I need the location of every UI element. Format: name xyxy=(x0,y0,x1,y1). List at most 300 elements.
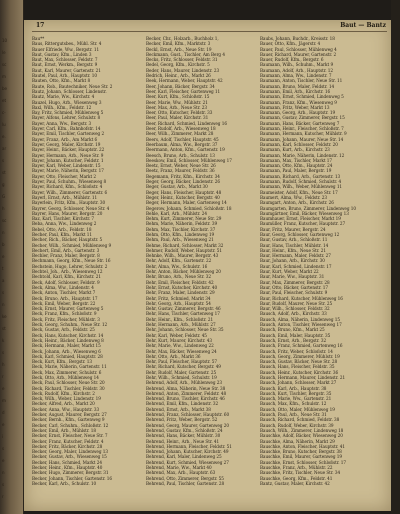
left-edge-mark: r xyxy=(2,374,4,379)
directory-entry: Becker, Anna, Ww., Hauptstr. 33 xyxy=(32,406,100,412)
directory-entry: Behrend, Max, Arb., Hauptstr. 63 xyxy=(146,470,216,476)
directory-entry: Baumann, Marie, Näherin, Lindenstr. 12 xyxy=(260,152,345,158)
directory-entry: Baumann, Richard, Arb., Gartenstr. 13 xyxy=(260,173,341,179)
directory-entry: Baur, Hans, Tischler, Mühlstr. 14 xyxy=(260,242,329,248)
directory-entry: Becker, Johann, Tischler, Gartenstr. 16 xyxy=(32,475,113,481)
directory-entry: Behr, Paul, Fleischer, Hauptstr. 57 xyxy=(146,359,218,365)
directory-entry: Behm, Paul, Arb., Wiesenweg 21 xyxy=(146,237,214,243)
header-rule xyxy=(32,31,387,32)
directory-entry: Beck, Bruno, Arb., Hauptstr. 17 xyxy=(32,295,98,301)
directory-entry: Bausch, Hermann, Maurer, Lindenstr. 21 xyxy=(260,375,346,380)
directory-entry: Bayerl, Ernst, Arb., Mühlstr. 11 xyxy=(32,194,98,200)
directory-entry: Beck, Gustav, Arb., Feldstr. 25 xyxy=(32,327,95,333)
directory-entry: Bausch, Bruno, Kfm., Markt 25 xyxy=(260,327,325,333)
directory-entry: Behr, Richard, Kutscher, Bergstr. 49 xyxy=(146,364,221,370)
directory-entry: Baumgarten, Bruno, Zimmerer, Lindenweg 10 xyxy=(260,205,356,211)
directory-entry: Becker, Fritz, Bäcker, Kirchstr. 28 xyxy=(32,443,103,449)
directory-entry: Baur, Hermann, Maler, Feldstr. 27 xyxy=(260,253,331,259)
directory-entry: Behr, Emil, Fleischer, Feldstr. 42 xyxy=(146,279,214,285)
directory-entry: Bayer, Heinr., Bäcker, Hauptstr. 22 xyxy=(32,147,105,153)
left-edge-mark: e xyxy=(2,422,5,427)
directory-entry: Behrend, Paul, Tischler, Gartenstr. 28 xyxy=(146,480,225,486)
directory-entry: Bauschke, Alma, Näherin, Markt 29 xyxy=(260,438,335,444)
left-edge-mark: s xyxy=(2,446,5,451)
directory-entry: Baumann, Kurt, Arb., Kirchstr. 23 xyxy=(260,147,330,153)
directory-entry: Beck, Emil, Weber, Bergstr. 22 xyxy=(32,300,96,306)
directory-entry: Bautz, Johann, Schlosser, Lindenstr. xyxy=(32,88,107,94)
directory-entry: Baut, Gustav, Kfm., Linden 3 xyxy=(32,51,92,57)
left-edge-mark: s xyxy=(2,350,5,355)
directory-entry: Bauschke, Anton, Fleischer, Hauptstr. 41 xyxy=(260,443,345,449)
directory-entry: Behme, Richard, Schlosser, Markt 32 xyxy=(146,242,224,248)
directory-entry: Baumeister, Adolf, Kfm., Neue Str. 17 xyxy=(260,189,338,195)
directory-entry: Bauer, Otto, Kfm., Jägerstr. 4 xyxy=(260,41,321,47)
directory-entry: Behr, Adolf, Kfm., Gartenstr. 22 xyxy=(146,258,212,264)
directory-entry: Bedel, Georg, Kfm., Kirchstr. 5 xyxy=(146,62,210,68)
left-edge-mark: b xyxy=(2,242,5,247)
left-edge-mark: st xyxy=(2,326,6,331)
directory-entry: Behm, Marie, Näherin, Feldstr. 39 xyxy=(146,221,218,227)
directory-entry: Becker, Hugo, Zimmerer, Bergstr. 31 xyxy=(32,470,109,476)
left-edge-mark: ar xyxy=(2,146,7,151)
running-header: Baut — Bantz xyxy=(340,22,386,29)
directory-entry: Beck, Johann, Arb., Wiesenweg 6 xyxy=(32,348,101,354)
directory-entry: Bausch, Richard, Schmied, Feldstr. 38 xyxy=(260,417,340,423)
directory-entry: Baumann, Wilh., Weber, Mühlenweg 11 xyxy=(260,184,343,190)
left-page-edge xyxy=(0,0,24,514)
directory-entry: Baur, Rudolf, Maurer, Neue Str. 25 xyxy=(260,300,333,306)
directory-entry: Becker, Emil, Kfm., Marktstr. 3 xyxy=(146,41,211,47)
left-edge-mark: be xyxy=(2,86,7,91)
directory-entry: Behrend, Johann, Kutscher, Kirchstr. 49 xyxy=(146,449,229,455)
directory-entry: Behrend, Adolf, Arb., Mühlenweg 23 xyxy=(146,380,222,386)
directory-entry: Behrend, Gustav, Kfm., Schloßstr. 24 xyxy=(146,427,223,433)
directory-entry: Beck, Adolf, Schlosser, Feldstr. 9 xyxy=(32,279,100,285)
left-edge-mark: G xyxy=(2,194,6,199)
directory-entry: Beck, Max, Zimmerer, Schulstr. 6 xyxy=(32,369,102,375)
directory-entry: Bauschke, Franz, Arb., Mühlstr. 22 xyxy=(260,465,333,471)
directory-entry: Baur, Johann, Arb., Kirchstr. 30 xyxy=(260,258,325,264)
directory-entry: Behr, Heinr., Kfm., Schloßstr. 21 xyxy=(146,316,214,322)
directory-entry: Behrend, Anton, Zimmerer, Feldstr. 48 xyxy=(146,390,227,396)
directory-entry: Bayer, Hermann, Arb., Neue Str. 9 xyxy=(32,152,104,158)
directory-entry: Beck, Rudolf, Kfm., Kirchstr. 2 xyxy=(32,390,95,396)
directory-entry: Baur, Georg, Schlosser, Gartenweg 12 xyxy=(260,231,340,237)
directory-entry: Beer, Richard, Schmied, Lindenweg 16 xyxy=(146,120,227,126)
directory-entry: Bayrer, Georg, Schlosser, Neue Str. 4 xyxy=(32,205,110,211)
directory-entry: Bayer, Georg, Maler, Kirchstr. 19 xyxy=(32,141,101,147)
directory-entry: Baumann, Paul, Maler, Bergstr. 19 xyxy=(260,168,332,174)
directory-entry: Beetz, Franz, Maurer, Feldstr. 36 xyxy=(146,168,215,174)
directory-entry: Baumüller, Franz, Kutscher, Hauptstr. 27 xyxy=(260,221,346,227)
left-edge-mark: c- xyxy=(2,110,6,115)
directory-entry: Beck, Franz, Kfm., Schloßstr. 9 xyxy=(32,311,97,317)
directory-entry: Bausch, Fritz, Weber, Schloßstr. 14 xyxy=(260,348,333,354)
directory-entry: Bayer, Johann, Kutscher, Feldstr. 1 xyxy=(32,157,104,163)
left-edge-mark: d xyxy=(2,410,5,415)
directory-entry: Becker, August, Maurer, Bergstr. 27 xyxy=(32,412,107,418)
directory-entry: Beers, Adolf, Tischler, Hauptstr. 45 xyxy=(146,136,219,142)
left-edge-mark: g xyxy=(2,182,5,187)
directory-entry: Becker, Gustav, Arb., Wiesenweg 15 xyxy=(32,454,107,460)
directory-entry: Baur, Otto, Bäcker, Gartenstr. 17 xyxy=(260,284,329,290)
directory-entry: Baumann, Heinr., Fleischer, Schloßstr. 7 xyxy=(260,126,344,132)
directory-entry: Bausch, Heinr., Kutscher, Kirchstr. 36 xyxy=(260,369,339,375)
directory-entry: Behr, Marie, Ww., Lindenweg 22 xyxy=(146,343,214,349)
directory-entry: Baumann, Otto, Kfm., Hauptstr. 24 xyxy=(260,163,333,169)
directory-entry: Bechler, Franz, Maler, Bergstr. 8 xyxy=(32,253,100,259)
directory-entry: Bauer, Paul, Schlosser, Mühlenweg 4 xyxy=(260,46,337,52)
directory-entry: Becker, Franz, Kutscher, Feldstr. 4 xyxy=(32,438,104,444)
directory-entry: Bausch, Otto, Maler, Mühlenweg 19 xyxy=(260,406,335,412)
left-edge-mark: s xyxy=(2,158,5,163)
directory-entry: Behrend, Franz, Schlosser, Hauptstr. 60 xyxy=(146,412,230,418)
directory-entry: Baur, Karl, Schmied, Lindenstr. 17 xyxy=(260,263,332,269)
directory-entry: Baumann, Georg, Arb., Hauptstr. 19 xyxy=(260,110,336,116)
directory-entry: Baumann, Fritz, Weber, Markt 13 xyxy=(260,104,330,110)
directory-entry: Bausch, Hans, Fleischer, Feldstr. 35 xyxy=(260,364,335,370)
directory-entry: Baumann, Bruno, Maler, Feldstr. 14 xyxy=(260,83,335,89)
directory-entry: Baur, Max, Zimmerer, Bergstr. 28 xyxy=(260,279,330,285)
directory-entry: Bausch, Alma, Näherin, Lindenweg 15 xyxy=(260,316,340,322)
left-edge-mark: sc xyxy=(2,218,7,223)
directory-entry: Beer, Max, Arb., Neue Str. 23 xyxy=(146,104,208,110)
directory-entry: Baur, Kurt, Weber, Markt 22 xyxy=(260,269,319,275)
directory-entry: Behrend, Ernst, Arb., Markt 38 xyxy=(146,406,211,412)
directory-entry: Beckl, Ernst, Arb., Neue Str. 19 xyxy=(146,46,212,52)
directory-entry: Behr, Fritz, Schmied, Markt 34 xyxy=(146,295,211,301)
left-edge-mark: e xyxy=(2,254,5,259)
directory-entry: Becker, Georg, Maler, Lindenweg 13 xyxy=(32,449,108,455)
directory-entry: Becker, Bernh., Kfm., Gartenweg 9 xyxy=(32,417,105,423)
directory-entry: Behrend, Kurt, Schmied, Wiesenweg 27 xyxy=(146,459,229,465)
right-margin xyxy=(391,0,400,514)
directory-entry: Behm, Otto, Kfm., Lindenweg 19 xyxy=(146,231,215,237)
directory-entry: Behr, Kurt, Maurer, Kirchstr. 43 xyxy=(146,337,212,343)
directory-entry: Baumann, Emil, Arb., Kirchstr. 16 xyxy=(260,88,331,94)
directory-entry: Beer, Karl, Fleischer, Gartenweg 11 xyxy=(146,88,221,94)
directory-entry: Bedrich, Heinr., Arb., Markt 26 xyxy=(146,73,211,79)
column-1 xyxy=(32,36,140,486)
directory-entry: Beer, Kurt, Kfm., Schloßstr. 15 xyxy=(146,94,210,100)
directory-entry: Bayer, Wilh., Zimmerer, Gartenstr. 6 xyxy=(32,189,108,195)
directory-entry: Baur, Richard, Kutscher, Mühlenweg 16 xyxy=(260,295,343,301)
directory-entry: Baumann, Rudolf, Schmied, Schulstr. 4 xyxy=(260,179,342,185)
directory-entry: Baut, Max, Schlosser, Feldstr. 7 xyxy=(32,57,98,63)
directory-entry: Bayer, Carl, Kfm., Bahnhofstr. 14 xyxy=(32,126,101,132)
directory-entry: Behrend, Otto, Zimmerer, Bergstr. 55 xyxy=(146,475,224,481)
directory-entry: Bauschke, Adolf, Bäcker, Wiesenweg 20 xyxy=(260,433,343,439)
directory-entry: Bayer, Richard, Kfm., Schloßstr. 4 xyxy=(32,184,103,190)
left-edge-mark: st xyxy=(2,170,6,175)
directory-entry: Behle, Karl, Arb., Mühlstr. 24 xyxy=(146,210,207,216)
directory-entry: Bausch, Ernst, Arb., Bergstr. 32 xyxy=(260,337,327,343)
directory-entry: Behr, Anton, Bäcker, Mühlenweg 20 xyxy=(146,269,221,275)
directory-entry: Beck, Marie, Näherin, Gartenstr. 11 xyxy=(32,364,107,370)
directory-entry: Bayer, Alfons, Lehrer, Schulstr. 8 xyxy=(32,115,101,121)
directory-entry: Beck, Richard, Tischler, Feldstr. 30 xyxy=(32,385,105,391)
directory-entry: Becker, Karl, Arb., Schulstr. 10 xyxy=(32,480,97,486)
directory-entry: Behr, Otto, Arb., Markt 36 xyxy=(146,353,201,359)
directory-entry: Baur, Gustav, Arb., Schloßstr. 11 xyxy=(260,237,328,243)
directory-entry: Behr, Johann, Schlosser, Neue Str. 35 xyxy=(146,327,224,333)
directory-entry: Bausch, Rudolf, Weber, Kirchstr. 39 xyxy=(260,422,334,428)
directory-entry: Beger, Georg, Bäcker, Lindenstr. 26 xyxy=(146,179,221,185)
directory-entry: Bauten, Otto, Kfm., Markt 8 xyxy=(32,78,91,84)
directory-entry: Bechstein, Hugo, Lehrer, Schulstr. 2 xyxy=(32,263,108,269)
directory-entry: Baumann, Anton, Tischler, Neue Str. 11 xyxy=(260,78,343,84)
directory-entry: Baumann, Hermann, Kutscher, Mühlstr. 9 xyxy=(260,131,347,137)
directory-entry: Bayerlein, Fritz, Kfm., Hauptstr. 30 xyxy=(32,200,106,206)
directory-entry: Baur, Heinr., Kfm., Neue Str. 21 xyxy=(260,247,326,253)
directory-entry: Bayrer, Hans, Maurer, Bergstr. 20 xyxy=(32,210,103,216)
directory-entry: Behrend, Marie, Ww., Markt 40 xyxy=(146,465,212,471)
directory-entry: Behrend, Emil, Kfm., Lindenstr. 32 xyxy=(146,401,219,407)
directory-entry: Behrend, Heinr., Arb., Neue Str. 41 xyxy=(146,438,220,444)
directory-entry: Baumann, Ernst, Schmied, Lindenweg 5 xyxy=(260,94,344,100)
directory-entry: Beck, Wilh., Weber, Lindenstr. 19 xyxy=(32,396,101,402)
directory-entry: Baumann, Alma, Ww., Lindenstr. 7 xyxy=(260,73,332,79)
directory-entry: Bechtold, Karl, Kfm., Kirchstr. 21 xyxy=(32,274,101,280)
directory-entry: Behr, Wilh., Schmied, Schulstr. 19 xyxy=(146,375,217,380)
directory-entry: Beek, Hermann, Weber, Hauptstr. 42 xyxy=(146,78,223,84)
directory-entry: Baut, Karl, Maurer, Gartenstr. 21 xyxy=(32,67,101,73)
directory-entry: Bayer, Karl, Weber, Lindenstr. 15 xyxy=(32,163,101,169)
directory-entry: Bausch, Karl, Arb., Hauptstr. 38 xyxy=(260,385,327,391)
directory-entry: Baumann, Karl, Schlosser, Feldstr. 20 xyxy=(260,141,338,147)
directory-entry: Beermann, Anton, Kfm., Gartenstr. 19 xyxy=(146,147,225,153)
directory-entry: Bausch, Georg, Zimmerer, Mühlstr. 19 xyxy=(260,353,340,359)
directory-entry: Baumann, Franz, Kfm., Wiesenweg 9 xyxy=(260,99,337,105)
directory-entry: Bauzel, Hugo, Arb., Wiesenweg 3 xyxy=(32,99,102,105)
directory-entry: Beger, Hans, Fleischer, Hauptstr. 48 xyxy=(146,189,222,195)
directory-entry: Baxl, Wilh., Kfm., Feldstr. 12 xyxy=(32,104,92,110)
directory-entry: Beck, Otto, Arb., Mühlenweg 14 xyxy=(32,375,99,380)
directory-entry: Behnke, Wilh., Maurer, Bergstr. 43 xyxy=(146,253,219,259)
left-edge-mark: m xyxy=(2,398,6,403)
left-edge-mark: le xyxy=(2,50,6,55)
left-edge-mark: e. xyxy=(2,134,6,139)
directory-entry: Bausch, Franz, Schmied, Gartenweg 16 xyxy=(260,343,343,349)
directory-entry: Bantz, Gustav, Maler, Kirchstr. 42 xyxy=(260,480,330,486)
directory-entry: Becher, Rich., Bäcker, Hauptstr. 5 xyxy=(32,237,103,243)
left-edge-mark: ke xyxy=(2,314,7,319)
directory-entry: Baumert, Alma, Ww., Feldstr. 23 xyxy=(260,194,327,200)
directory-entry: Behr, Ernst, Kutscher, Kirchstr. 40 xyxy=(146,284,218,290)
directory-entry: Baus, Rittergutsbes., Mühl. Str. 4 xyxy=(32,41,102,47)
directory-entry: Behrend, Karl, Maler, Lindenweg 25 xyxy=(146,454,222,460)
directory-entry: Beerbaum, Alma, Ww., Bergstr. 37 xyxy=(146,141,218,147)
left-edge-mark: r xyxy=(2,494,4,499)
directory-entry: Baumgärtner, Emil, Bäcker, Wiesenweg 13 xyxy=(260,210,349,216)
directory-entry: Behrend, Hermann, Fleischer, Feldstr. 51 xyxy=(146,443,232,449)
directory-entry: Beck, Karl, Schmied, Hauptstr. 28 xyxy=(32,353,103,359)
left-edge-mark: h xyxy=(2,206,5,211)
directory-entry: Bauschke, Fritz, Tischler, Neue Str. 34 xyxy=(260,470,341,476)
directory-entry: Beck, Paul, Schlosser, Neue Str. 20 xyxy=(32,380,105,386)
directory-entry: Becker, Carl, Schuhm., Schloßstr. 12 xyxy=(32,422,109,428)
directory-entry: Baur, Wilh., Schlosser, Feldstr. 32 xyxy=(260,306,330,312)
directory-entry: Baumann, Adolf, Arb., Hauptstr. 12 xyxy=(260,67,333,73)
page-number: 17 xyxy=(36,22,45,29)
directory-entry: Bausch, Paul, Arb., Neue Str. 31 xyxy=(260,412,327,418)
directory-entry: Baumann, Hans, Bäcker, Gartenweg 7 xyxy=(260,120,340,126)
directory-entry: Beetz, Ernst, Weber, Neue Str. 26 xyxy=(146,163,216,169)
directory-entry: Beckmann, Gust., Tischler, Am Berg 4 xyxy=(146,51,225,57)
directory-entry: Baz, Karl, Tischler, Kirchstr. 7 xyxy=(32,216,95,222)
directory-entry: Bausch, Emil, Maler, Hauptstr. 35 xyxy=(260,332,331,338)
directory-entry: Becker, Ernst, Fleischer, Neue Str. 7 xyxy=(32,433,108,439)
directory-entry: Beck, Ernst, Maurer, Gartenweg 5 xyxy=(32,306,104,312)
directory-entry: Bauschke, Georg, Kfm., Feldstr. 41 xyxy=(260,475,333,481)
directory-entry: Bayer, Marie, Näherin, Bergstr. 17 xyxy=(32,168,104,174)
directory-entry: Bayer, Otto, Fleischer, Markt 2 xyxy=(32,173,96,179)
directory-entry: Baumann, Max, Tischler, Markt 17 xyxy=(260,157,333,163)
directory-entry: Behrend, Alma, Näherin, Neue Str. 38 xyxy=(146,385,226,391)
left-edge-mark: e xyxy=(2,386,5,391)
directory-entry: Behr, Karl, Weber, Feldstr. 45 xyxy=(146,332,207,338)
directory-entry: Begemann, Fritz, Kfm., Kirchstr. 34 xyxy=(146,173,220,179)
directory-entry: Behr, Hans, Tischler, Gartenweg 17 xyxy=(146,311,220,317)
left-edge-mark: s xyxy=(2,290,5,295)
directory-entry: Beer, Marie, Ww., Mühlstr. 21 xyxy=(146,99,208,105)
directory-entry: Becker, Hans, Schmied, Markt 24 xyxy=(32,459,102,465)
directory-entry: Baur, Marie, Ww., Hauptstr. 31 xyxy=(260,274,325,280)
left-edge-mark: n xyxy=(2,470,5,475)
directory-entry: Baubs, Johann, Buchdr., Kreisstr. 18 xyxy=(260,36,335,41)
left-edge-mark: s xyxy=(2,482,5,487)
directory-entry: Becker, Chr., Holzarb., Buchholz 1, xyxy=(146,36,219,41)
directory-entry: Beba, Anna, Ww., Lindenweg 2 xyxy=(32,221,97,227)
directory-entry: Beck, Kurt, Kfm., Bergstr. 13 xyxy=(32,359,92,365)
directory-entry: Bausch, Adolf, Arb., Kirchstr. 33 xyxy=(260,311,327,317)
column-3 xyxy=(260,36,388,486)
directory-entry: Baumgart, Anton, Arb., Kirchstr. 26 xyxy=(260,200,334,206)
directory-entry: Baur, Paul, Fleischer, Schulstr. 9 xyxy=(260,290,328,296)
directory-entry: Baute, Rob., Bautechniker, Neue Str. 2 xyxy=(32,83,113,89)
directory-entry: Bayer, Paul, Schuhm., Wiesenweg 8 xyxy=(32,179,107,185)
directory-entry: Behr, Alma, Ww., Schulstr. 16 xyxy=(146,263,208,269)
left-edge-mark: 10 xyxy=(2,38,8,43)
directory-entry: Beer, Otto, Kutscher, Feldstr. 33 xyxy=(146,110,213,116)
directory-entry: Bauschke, Ernst, Schlosser, Schloßstr. 17 xyxy=(260,459,347,465)
left-edge-mark: a xyxy=(2,278,5,283)
directory-entry: Bausch, Johann, Schlosser, Markt 27 xyxy=(260,380,337,386)
directory-entry: Begerow, Johann, Schmied, Schloßstr. 18 xyxy=(146,205,232,211)
directory-entry: Bausch, Wilh., Zimmerer, Lindenweg 18 xyxy=(260,427,344,433)
directory-entry: Beck, Fritz, Fleischer, Mühlstr. 3 xyxy=(32,316,100,322)
directory-entry: Baumhauer, Ernst, Fleischer, Markt 19 xyxy=(260,216,341,222)
directory-entry: Behr, Hermann, Arb., Mühlstr. 27 xyxy=(146,322,216,328)
directory-entry: Bauschke, Bruno, Kutscher, Bergstr. 38 xyxy=(260,449,342,455)
directory-entry: Bausch, Gustav, Bäcker, Neue Str. 28 xyxy=(260,359,338,365)
directory-entry: Baumann, Wilh., Schuhm., Markt 9 xyxy=(260,62,334,68)
directory-entry: Behr, Max, Bäcker, Wiesenweg 24 xyxy=(146,348,217,354)
directory-entry: Beck, Georg, Schuhm., Neue Str. 12 xyxy=(32,322,108,328)
directory-entry: Beck, Alma, Ww., Lindenstr. 4 xyxy=(32,284,94,290)
directory-entry: Beer, Johann, Bäcker, Bergstr. 34 xyxy=(146,83,215,89)
directory-entry: Baur, Fritz, Maurer, Bergstr. 24 xyxy=(260,226,326,232)
directory-entry: Behr, Georg, Arb., Hauptstr. 54 xyxy=(146,300,211,306)
directory-entry: Bayer, Emil, Tischler, Gartenweg 2 xyxy=(32,131,105,137)
directory-entry: Baumann, Johann, Maurer, Neue Str. 14 xyxy=(260,136,344,142)
directory-entry: Behr, Bruno, Arb., Neue Str. 32 xyxy=(146,274,211,280)
directory-entry: Becher, Wilh., Schmied, Mühlenweg 9 xyxy=(32,242,112,248)
directory-entry: Bau** xyxy=(32,36,45,41)
directory-entry: Bay, Fritz, Schmied, Mühlenweg 5 xyxy=(32,110,104,116)
left-edge-mark: sc xyxy=(2,62,7,67)
directory-entry: Behm, Kurt, Zimmerer, Neue Str. 29 xyxy=(146,216,222,222)
directory-entry: Bauschke, Emil, Maurer, Gartenweg 19 xyxy=(260,454,342,460)
directory-entry: Bauer, Richard, Maurer, Gartenstr. 2 xyxy=(260,51,337,57)
left-edge-mark: et xyxy=(2,98,7,103)
left-edge-mark: n xyxy=(2,302,5,307)
directory-entry: Bebel, Otto, Arb., Feldstr. 18 xyxy=(32,226,92,232)
directory-entry: Beer, Rudolf, Arb., Wiesenweg 18 xyxy=(146,126,216,132)
directory-entry: Behr, Franz, Maler, Lindenstr. 29 xyxy=(146,290,215,296)
directory-entry: Beder, Hans, Maurer, Lindenstr. 23 xyxy=(146,67,220,73)
directory-entry: Beer, Paul, Maler, Kirchstr. 31 xyxy=(146,115,209,121)
directory-entry: Behm, Max, Tischler, Kirchstr. 37 xyxy=(146,226,216,232)
directory-entry: Bayer, Franz, Arb., Am Markt 6 xyxy=(32,136,98,142)
directory-entry: Behrend, Bruno, Tischler, Kirchstr. 46 xyxy=(146,396,225,402)
directory-entry: Beck, Heinr., Bäcker, Lindenweg 8 xyxy=(32,337,104,343)
directory-entry: Bauer Elfriede, Ww., Bergstr. 11 xyxy=(32,46,100,52)
directory-entry: Beger, Hermann, Maler, Gartenweg 14 xyxy=(146,200,227,206)
directory-entry: Baumann, Gustav, Zimmerer, Bergstr. 15 xyxy=(260,115,345,121)
directory-entry: Bausch, Max, Kfm., Schulstr. 12 xyxy=(260,401,327,407)
directory-entry: Beer, Wilh., Zimmerer, Markt 28 xyxy=(146,131,214,137)
directory-entry: Bayer, Anna, Ww., Bergstr. 3 xyxy=(32,120,92,126)
directory-entry: Behrend, Fritz, Weber, Bergstr. 52 xyxy=(146,417,218,423)
directory-entry: Bauer, Rudolf, Kfm., Bergstr. 6 xyxy=(260,57,324,63)
directory-entry: Beeskow, Emil, Schlosser, Mühlenweg 17 xyxy=(146,157,232,163)
directory-entry: Beger, Gustav, Arb., Markt 30 xyxy=(146,184,208,190)
directory-entry: Beck, Hans, Kutscher, Kirchstr. 14 xyxy=(32,332,104,338)
left-edge-mark: i xyxy=(2,434,4,439)
directory-entry: Behmer, Rudolf, Weber, Hauptstr. 51 xyxy=(146,247,222,253)
directory-entry: Behrend, Hans, Bäcker, Mühlstr. 30 xyxy=(146,433,221,439)
left-edge-mark: t xyxy=(2,266,4,271)
directory-entry: Becher, Paul, Kfm., Markt 11 xyxy=(32,231,93,237)
directory-entry: Becker, Emil, Arb., Mühlstr. 18 xyxy=(32,427,97,433)
directory-entry: Bautz, Marie, Ww., Kirchstr. 4 xyxy=(32,94,95,100)
directory-entry: Behr, Gustav, Zimmerer, Bergstr. 46 xyxy=(146,306,221,312)
directory-entry: Bautel, Paul, Arb., Hauptstr. 10 xyxy=(32,73,97,79)
directory-entry: Bechmann, Georg, Kfm., Neue Str. 16 xyxy=(32,258,111,264)
directory-entry: Bechtel, Joh., Arb., Wiesenweg 12 xyxy=(32,269,103,275)
directory-entry: Beger, Heinr., Kutscher, Bergstr. 40 xyxy=(146,194,220,200)
directory-entry: Behr, Rudolf, Maler, Gartenstr. 25 xyxy=(146,369,217,375)
column-2 xyxy=(146,36,254,486)
directory-entry: Bausch, Anton, Tischler, Wiesenweg 17 xyxy=(260,322,342,328)
directory-entry: Beesch, Bruno, Arb., Schulstr. 13 xyxy=(146,152,215,158)
left-edge-mark: lu xyxy=(2,122,6,127)
directory-entry: Becks, Fritz, Schlosser, Feldstr. 31 xyxy=(146,57,218,63)
directory-entry: Becker, Alfred, Arb., Markt 20 xyxy=(32,401,95,407)
left-edge-mark: h xyxy=(2,362,5,367)
left-edge-mark: e xyxy=(2,458,5,463)
directory-entry: Beck, Hermann, Maler, Markt 15 xyxy=(32,343,101,349)
directory-entry: Becker, Heinr., Kfm., Hauptstr. 40 xyxy=(32,465,103,471)
left-edge-mark: k xyxy=(2,338,5,343)
directory-entry: Beck, Anton, Tischler, Markt 7 xyxy=(32,290,96,296)
directory-entry: Bausch, Kurt, Tischler, Bergstr. 35 xyxy=(260,390,332,396)
left-edge-mark: n xyxy=(2,230,5,235)
directory-entry: Behrend, Georg, Maurer, Gartenweg 20 xyxy=(146,422,229,428)
directory-entry: Bausch, Marie, Ww., Gartenstr. 21 xyxy=(260,396,332,402)
left-edge-mark: m xyxy=(2,74,6,79)
